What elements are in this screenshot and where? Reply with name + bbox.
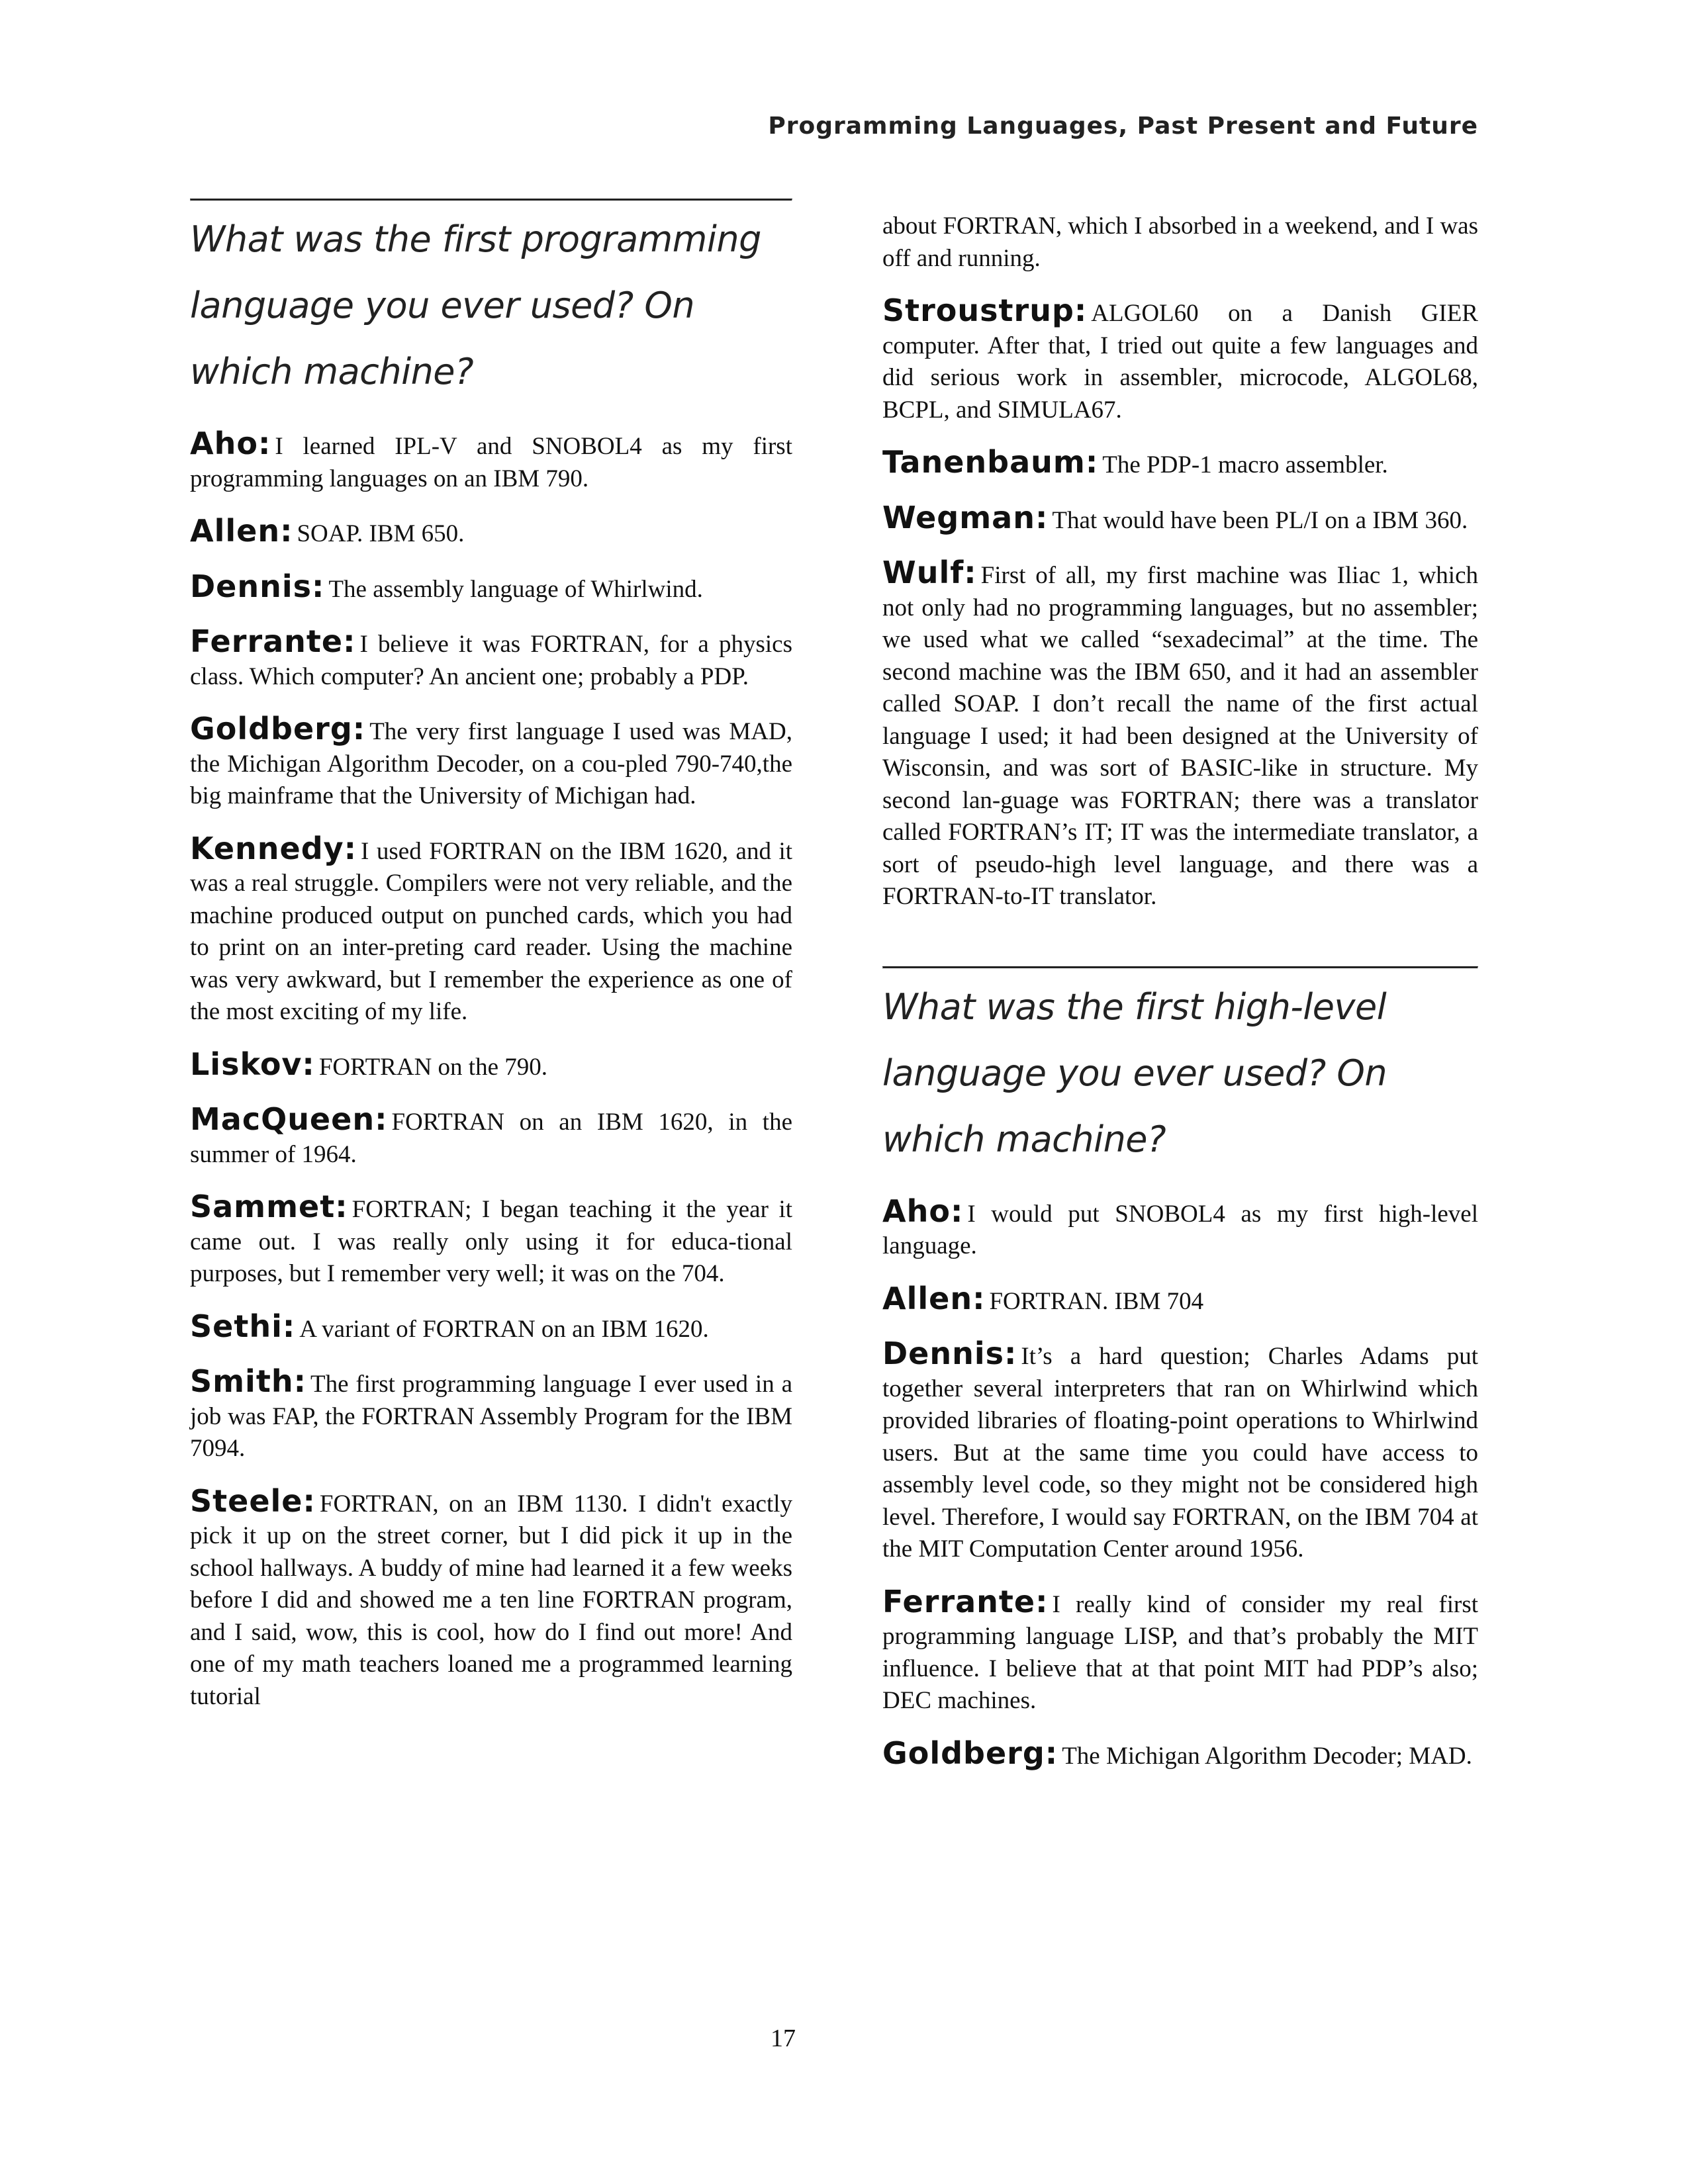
answer-entry bbox=[882, 1737, 1478, 1773]
answer-entry bbox=[882, 295, 1478, 426]
answer-entry bbox=[190, 1310, 792, 1346]
answer-text: The first programming language I ever used in a job was FAP, the FORTRAN Assembly Program for the IBM 7094. bbox=[190, 1371, 792, 1462]
answer-entry bbox=[882, 1280, 1478, 1318]
answer-text: The PDP-1 macro assembler. bbox=[1102, 451, 1388, 478]
speaker-name: Steele: bbox=[190, 1482, 316, 1519]
answer-list bbox=[882, 295, 1478, 913]
right-column bbox=[882, 210, 1478, 1792]
speaker-name: Ferrante: bbox=[190, 623, 356, 659]
answer-entry bbox=[190, 1365, 792, 1465]
answer-text: The assembly language of Whirlwind. bbox=[328, 575, 703, 603]
speaker-name: Sammet: bbox=[190, 1189, 348, 1224]
answer-text: FORTRAN; I began teaching it the year it came out. I was really only using it for educa-tional purposes, but I remember very well; it was on the 704. bbox=[190, 1196, 792, 1287]
running-header: Programming Languages, Past Present and Future bbox=[768, 113, 1478, 140]
speaker-name: Sethi: bbox=[190, 1308, 296, 1344]
answer-entry bbox=[882, 446, 1478, 482]
answer-entry bbox=[190, 515, 792, 551]
speaker-name: Goldberg: bbox=[190, 711, 366, 747]
question-heading: What was the first programming language you ever used? On which machine? bbox=[190, 218, 761, 392]
section-rule bbox=[882, 966, 1478, 969]
answer-text: I believe it was FORTRAN, for a physics class. Which computer? An ancient one; probably a PDP. bbox=[190, 631, 792, 690]
answer-entry bbox=[190, 830, 792, 1028]
continued-answer: about FORTRAN, which I absorbed in a weekend, and I was off and running. bbox=[882, 212, 1478, 272]
answer-text: I would put SNOBOL4 as my first high-level language. bbox=[882, 1200, 1478, 1259]
answer-list bbox=[190, 428, 792, 1713]
answer-text: I really kind of consider my real first programming language LISP, and that’s probably the MIT influence. I believe that at that point MIT had PDP’s also; DEC machines. bbox=[882, 1590, 1478, 1714]
answer-entry bbox=[190, 625, 792, 693]
answer-list bbox=[882, 1195, 1478, 1773]
speaker-name: Tanenbaum: bbox=[882, 444, 1099, 480]
answer-text: The Michigan Algorithm Decoder; MAD. bbox=[1062, 1742, 1472, 1770]
speaker-name: Aho: bbox=[882, 1193, 964, 1229]
answer-text: It’s a hard question; Charles Adams put together several interpreters that ran on Whirlwind which provided libraries of floating-point operations to Whirlwind users. But at the same time you could have access to assembly level code, so they might not be considered high level. Therefore, I would say FORTRAN, on the IBM 704 at the MIT Computation Center around 1956. bbox=[882, 1343, 1478, 1563]
answer-entry bbox=[882, 557, 1478, 913]
answer-entry bbox=[190, 1191, 792, 1291]
speaker-name: Dennis: bbox=[882, 1336, 1017, 1371]
speaker-name: Liskov: bbox=[190, 1046, 315, 1082]
answer-text: I learned IPL-V and SNOBOL4 as my first programming languages on an IBM 790. bbox=[190, 433, 792, 492]
answer-entry bbox=[190, 1048, 792, 1084]
answer-entry bbox=[190, 1482, 792, 1713]
answer-text: First of all, my first machine was Iliac 1, which not only had no programming languages, but no assembler; we used what we called “sexadecimal” at the time. The second machine was the IBM 650, and it had an assembler called SOAP. I don’t recall the name of the first actual language I used; it had been designed at the University of Wisconsin, and was sort of BASIC-like in structure. My second lan-guage was FORTRAN; there was a translator called FORTRAN’s IT; IT was the intermediate translator, a sort of pseudo-high level language, and there was a FORTRAN-to-IT translator. bbox=[882, 562, 1478, 910]
section-rule bbox=[190, 199, 792, 201]
question-heading: What was the first high-level language you ever used? On which machine? bbox=[882, 985, 1387, 1160]
answer-entry bbox=[882, 1195, 1478, 1263]
speaker-name: Wegman: bbox=[882, 499, 1049, 535]
speaker-name: Wulf: bbox=[882, 555, 977, 590]
answer-text: That would have been PL/I on a IBM 360. bbox=[1052, 506, 1468, 534]
speaker-name: Stroustrup: bbox=[882, 293, 1088, 328]
speaker-name: Kennedy: bbox=[190, 830, 357, 866]
speaker-name: Smith: bbox=[190, 1363, 306, 1399]
answer-entry bbox=[190, 713, 792, 813]
answer-text: The very first language I used was MAD, the Michigan Algorithm Decoder, on a cou-pled 790-740,the big mainframe that the University of Michigan had. bbox=[190, 718, 792, 809]
answer-text: FORTRAN. IBM 704 bbox=[989, 1287, 1204, 1315]
answer-entry bbox=[190, 1103, 792, 1171]
page-number: 17 bbox=[771, 2025, 796, 2052]
speaker-name: Dennis: bbox=[190, 568, 325, 604]
speaker-name: Ferrante: bbox=[882, 1583, 1049, 1619]
answer-entry bbox=[882, 1338, 1478, 1566]
speaker-name: Goldberg: bbox=[882, 1735, 1058, 1771]
answer-text: A variant of FORTRAN on an IBM 1620. bbox=[299, 1315, 709, 1343]
answer-entry bbox=[190, 428, 792, 495]
answer-text: FORTRAN, on an IBM 1130. I didn't exactly pick it up on the street corner, but I did pick it up in the school hallways. A buddy of mine had learned it a few weeks before I did and showed me a ten line FORTRAN program, and I said, wow, this is cool, how do I find out more! And one of my math teachers loaned me a programmed learning tutorial bbox=[190, 1490, 792, 1710]
left-column bbox=[190, 199, 792, 1733]
answer-text: ALGOL60 on a Danish GIER computer. After that, I tried out quite a few languages and did serious work in assembler, microcode, ALGOL68, BCPL, and SIMULA67. bbox=[882, 300, 1478, 424]
speaker-name: Allen: bbox=[190, 513, 293, 549]
speaker-name: Aho: bbox=[190, 426, 271, 461]
answer-text: SOAP. IBM 650. bbox=[297, 520, 465, 547]
answer-text: FORTRAN on the 790. bbox=[318, 1053, 547, 1081]
speaker-name: MacQueen: bbox=[190, 1101, 388, 1137]
answer-text: FORTRAN on an IBM 1620, in the summer of 1964. bbox=[190, 1109, 792, 1168]
answer-entry bbox=[882, 1583, 1478, 1717]
speaker-name: Allen: bbox=[882, 1280, 986, 1316]
answer-entry bbox=[190, 570, 792, 606]
answer-entry bbox=[882, 499, 1478, 537]
answer-text: I used FORTRAN on the IBM 1620, and it was a real struggle. Compilers were not very reliable, and the machine produced output on punched cards, which you had to print on an inter-preting card reader. Using the machine was very awkward, but I remember the experience as one of the most exciting of my life. bbox=[190, 837, 792, 1025]
